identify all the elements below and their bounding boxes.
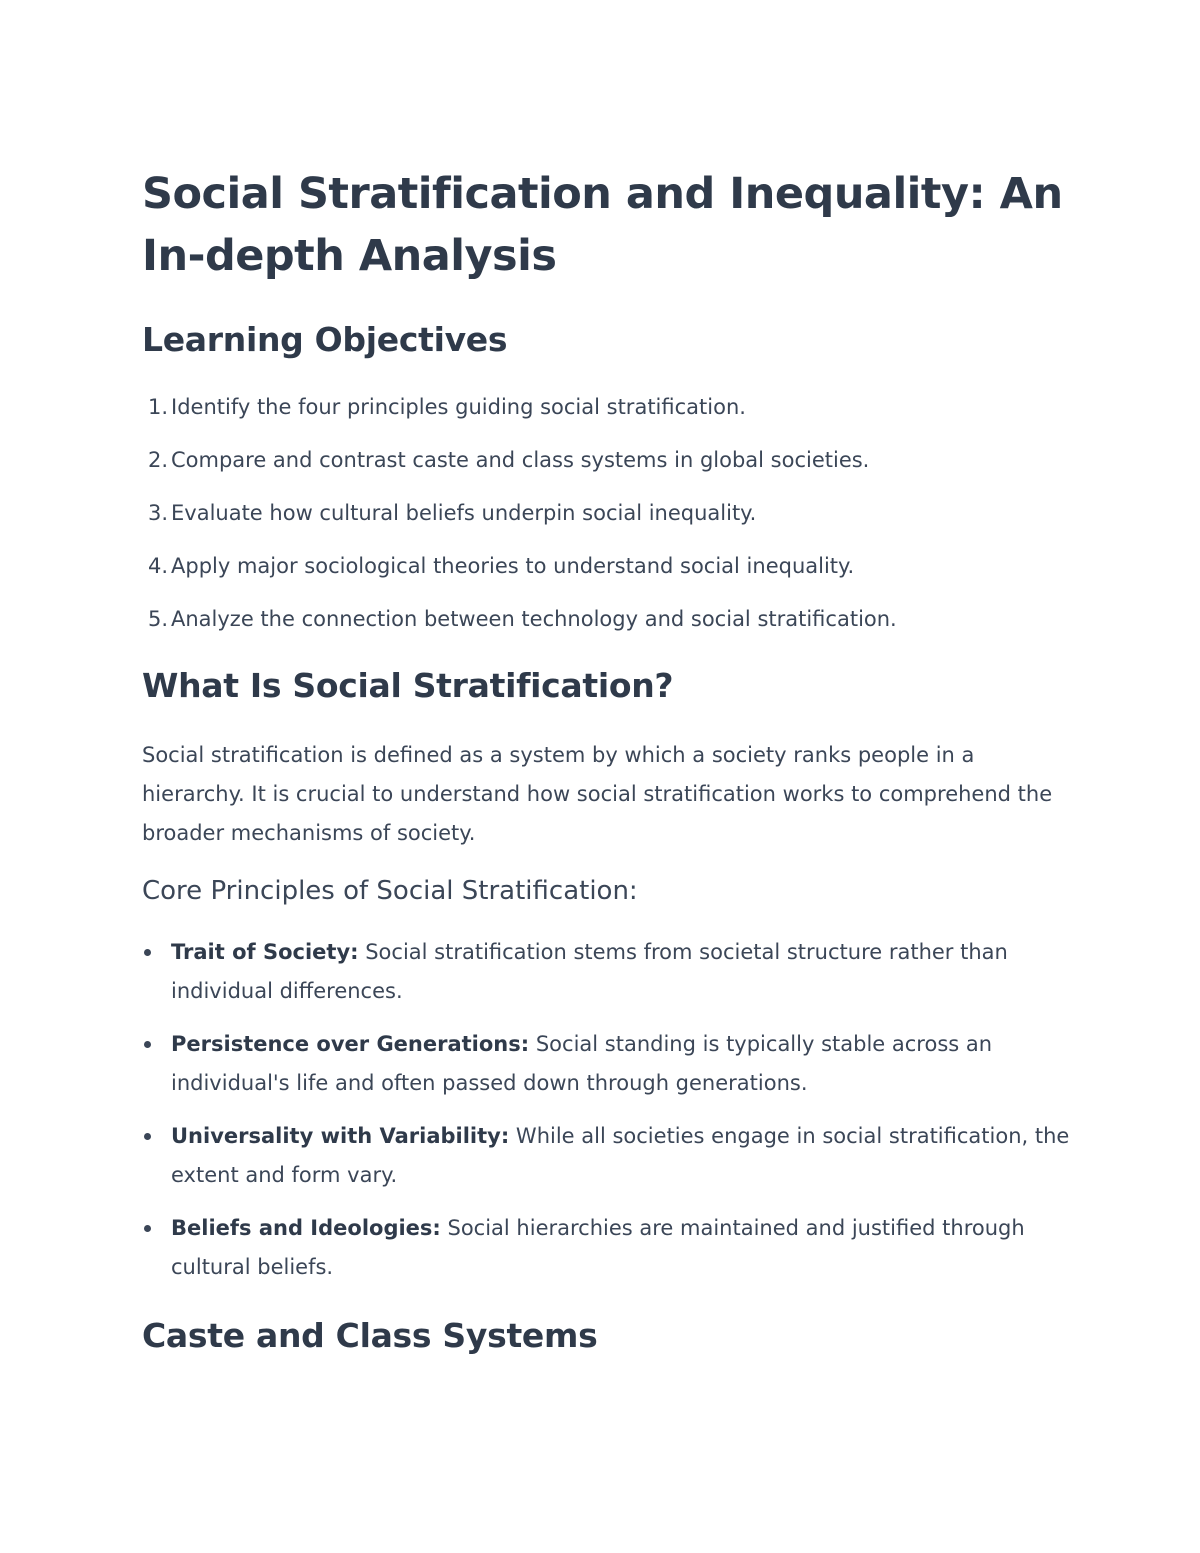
bullet-icon bbox=[144, 949, 151, 956]
list-item bbox=[142, 443, 1102, 496]
bullet-icon bbox=[144, 1225, 151, 1232]
list-item-text: Evaluate how cultural beliefs underpin social inequality. bbox=[171, 501, 757, 525]
list-item bbox=[142, 1117, 1072, 1195]
bullet-icon bbox=[144, 1133, 151, 1140]
core-principles-list bbox=[142, 933, 1072, 1301]
list-item-text: Identify the four principles guiding social stratification. bbox=[171, 395, 746, 419]
principle-text: While all societies engage in social stratification, the extent and form vary. bbox=[171, 1124, 1070, 1187]
list-item-number: 3. bbox=[147, 501, 168, 525]
principle-term: Beliefs and Ideologies: bbox=[171, 1216, 441, 1240]
what-is-heading: What Is Social Stratification? bbox=[142, 666, 674, 705]
list-item-text: Compare and contrast caste and class systems in global societies. bbox=[171, 448, 870, 472]
list-item bbox=[142, 1209, 1072, 1287]
list-item bbox=[142, 1025, 1072, 1103]
definition-paragraph: Social stratification is defined as a system by which a society ranks people in a hierarchy. It is crucial to understand how social stratification works to comprehend the broader mechanisms of society. bbox=[142, 743, 1053, 845]
list-item-text: Apply major sociological theories to understand social inequality. bbox=[171, 554, 855, 578]
learning-objectives-heading: Learning Objectives bbox=[142, 320, 508, 359]
list-item bbox=[142, 390, 1102, 443]
principle-term: Trait of Society: bbox=[171, 940, 359, 964]
core-principles-heading: Core Principles of Social Stratification: bbox=[142, 876, 638, 906]
list-item-number: 5. bbox=[147, 607, 168, 631]
principle-text: Social stratification stems from societal structure rather than individual differences. bbox=[171, 940, 1008, 1003]
list-item-number: 2. bbox=[147, 448, 168, 472]
principle-text: Social standing is typically stable across an individual's life and often passed down through generations. bbox=[171, 1032, 993, 1095]
list-item bbox=[142, 549, 1102, 602]
list-item-number: 1. bbox=[147, 395, 168, 419]
principle-text: Social hierarchies are maintained and justified through cultural beliefs. bbox=[171, 1216, 1025, 1279]
list-item-text: Analyze the connection between technology and social stratification. bbox=[171, 607, 897, 631]
list-item-number: 4. bbox=[147, 554, 168, 578]
caste-class-heading: Caste and Class Systems bbox=[142, 1316, 598, 1355]
principle-term: Universality with Variability: bbox=[171, 1124, 510, 1148]
document-title: Social Stratification and Inequality: An In-depth Analysis bbox=[142, 169, 1063, 281]
list-item bbox=[142, 602, 1102, 655]
bullet-icon bbox=[144, 1041, 151, 1048]
list-item bbox=[142, 933, 1072, 1011]
principle-term: Persistence over Generations: bbox=[171, 1032, 530, 1056]
list-item bbox=[142, 496, 1102, 549]
learning-objectives-list bbox=[142, 390, 1102, 655]
